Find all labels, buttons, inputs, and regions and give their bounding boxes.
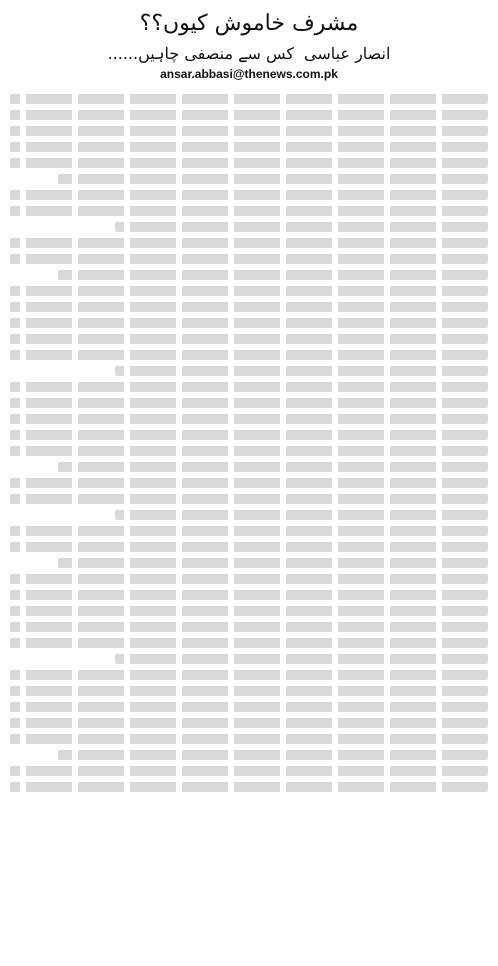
text-line-placeholder (10, 590, 488, 600)
text-line-placeholder (10, 286, 488, 296)
text-line-placeholder (58, 462, 488, 472)
text-line-placeholder (10, 158, 488, 168)
text-line-placeholder (10, 478, 488, 488)
text-line-placeholder (10, 398, 488, 408)
text-line-placeholder (10, 430, 488, 440)
text-line-placeholder (10, 606, 488, 616)
text-line-placeholder (115, 222, 488, 232)
text-line-placeholder (10, 494, 488, 504)
text-line-placeholder (10, 638, 488, 648)
text-line-placeholder (10, 702, 488, 712)
text-line-placeholder (10, 734, 488, 744)
text-line-placeholder (10, 686, 488, 696)
text-line-placeholder (10, 782, 488, 792)
text-line-placeholder (115, 366, 488, 376)
text-line-placeholder (10, 574, 488, 584)
text-line-placeholder (10, 622, 488, 632)
text-line-placeholder (10, 238, 488, 248)
text-line-placeholder (10, 446, 488, 456)
text-line-placeholder (58, 558, 488, 568)
text-line-placeholder (10, 302, 488, 312)
article-header (10, 10, 488, 82)
text-line-placeholder (10, 670, 488, 680)
article-title: مشرف خاموش کیوں؟؟ (139, 11, 359, 36)
text-line-placeholder (58, 174, 488, 184)
text-line-placeholder (10, 542, 488, 552)
text-line-placeholder (10, 526, 488, 536)
text-line-placeholder (10, 142, 488, 152)
text-line-placeholder (10, 126, 488, 136)
text-line-placeholder (10, 334, 488, 344)
article-body (10, 88, 488, 958)
text-line-placeholder (115, 510, 488, 520)
author-email[interactable]: ansar.abbasi@thenews.com.pk (160, 67, 338, 81)
subtitle-row (10, 44, 488, 64)
text-line-placeholder (10, 766, 488, 776)
text-line-placeholder (10, 206, 488, 216)
text-line-placeholder (10, 414, 488, 424)
text-line-placeholder (10, 254, 488, 264)
article-author: انصار عباسی (303, 44, 391, 63)
text-line-placeholder (10, 110, 488, 120)
text-line-placeholder (58, 750, 488, 760)
text-line-placeholder (10, 718, 488, 728)
text-line-placeholder (115, 654, 488, 664)
article-placeholder-lines (10, 94, 488, 792)
text-line-placeholder (58, 270, 488, 280)
text-line-placeholder (10, 318, 488, 328)
text-line-placeholder (10, 350, 488, 360)
text-line-placeholder (10, 94, 488, 104)
article-subtitle: کس سے منصفی چاہیں...... (107, 44, 294, 63)
text-line-placeholder (10, 382, 488, 392)
text-line-placeholder (10, 190, 488, 200)
